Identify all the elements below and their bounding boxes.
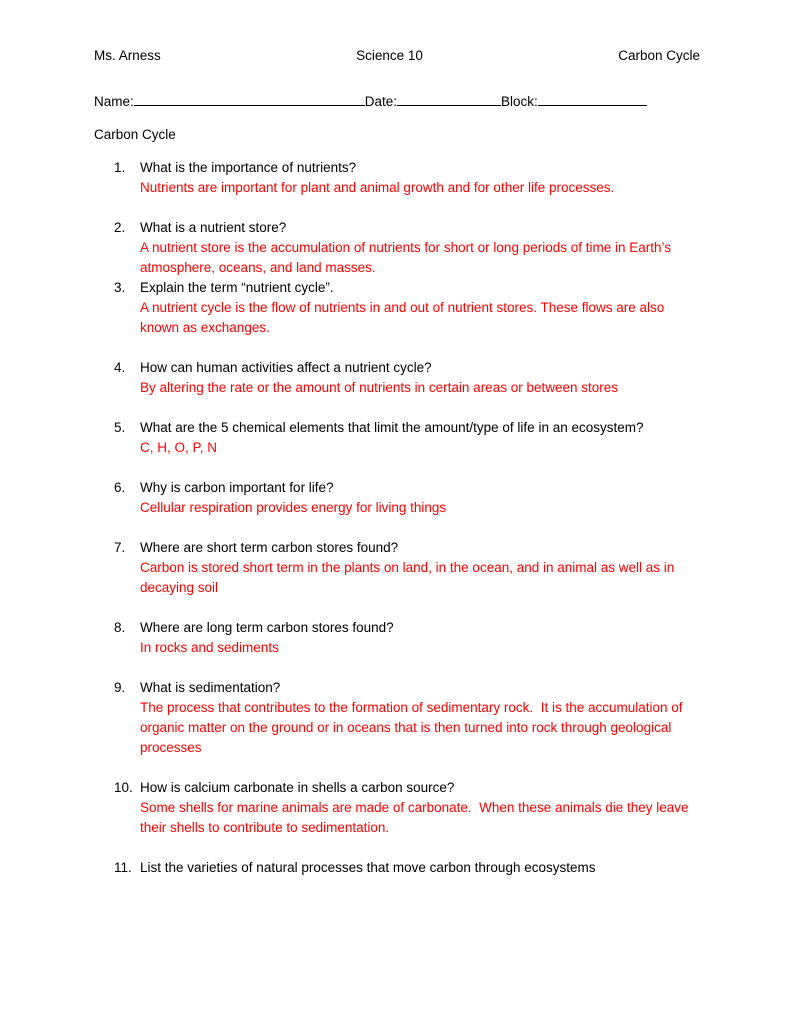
question-item [94,218,700,278]
question-item [94,478,700,518]
answer-text: Nutrients are important for plant and animal growth and for other life processes. [140,180,615,195]
answer-text: The process that contributes to the formation of sedimentary rock. It is the accumulation of organic matter on the ground or in oceans that is then turned into rock through geological processes [140,700,687,755]
student-info-line [94,92,700,112]
block-label: Block: [501,94,538,109]
block-blank-field[interactable] [538,92,647,106]
doc-header [94,46,700,66]
name-blank-field[interactable] [134,92,365,106]
name-label: Name: [94,94,134,109]
question-number: 5. [114,420,126,435]
question-text: What are the 5 chemical elements that limit the amount/type of life in an ecosystem? [140,420,644,435]
date-label: Date: [364,94,398,109]
question-list [94,158,700,878]
question-item [94,618,700,658]
question-number: 1. [114,160,126,175]
answer-text: C, H, O, P, N [140,440,218,455]
question-item [94,358,700,398]
date-blank-field[interactable] [397,92,501,106]
question-item [94,538,700,598]
question-text: Explain the term “nutrient cycle”. [140,280,334,295]
question-item [94,778,700,838]
question-text: List the varieties of natural processes that move carbon through ecosystems [140,860,596,875]
question-text: How can human activities affect a nutrient cycle? [140,360,432,375]
answer-text: Carbon is stored short term in the plants on land, in the ocean, and in animal as well as in decaying soil [140,560,679,595]
question-text: Why is carbon important for life? [140,480,334,495]
answer-text: Cellular respiration provides energy for living things [140,500,447,515]
question-text: What is sedimentation? [140,680,281,695]
question-number: 9. [114,680,126,695]
question-text: Where are long term carbon stores found? [140,620,394,635]
question-number: 2. [114,220,126,235]
question-item [94,278,700,338]
answer-text: A nutrient store is the accumulation of nutrients for short or long periods of time in Earth’s atmosphere, oceans, and land masses. [140,240,675,275]
answer-text: Some shells for marine animals are made of carbonate. When these animals die they leave their shells to contribute to sedimentation. [140,800,693,835]
question-number: 3. [114,280,126,295]
question-text: How is calcium carbonate in shells a carbon source? [140,780,455,795]
header-topic-name: Carbon Cycle [618,48,700,63]
header-course-name: Science 10 [356,48,423,63]
answer-text: By altering the rate or the amount of nutrients in certain areas or between stores [140,380,619,395]
answer-text: In rocks and sediments [140,640,279,655]
question-number: 8. [114,620,126,635]
question-item [94,678,700,758]
question-number: 10. [114,780,133,795]
question-number: 11. [114,860,132,875]
question-number: 6. [114,480,126,495]
worksheet-title: Carbon Cycle [94,127,176,142]
answer-text: A nutrient cycle is the flow of nutrients in and out of nutrient stores. These flows are also known as exchanges. [140,300,669,335]
question-text: What is a nutrient store? [140,220,287,235]
question-item [94,158,700,198]
question-text: Where are short term carbon stores found? [140,540,399,555]
question-item [94,418,700,458]
header-teacher-name: Ms. Arness [94,48,161,63]
question-number: 4. [114,360,126,375]
question-number: 7. [114,540,126,555]
question-item [94,858,700,878]
question-text: What is the importance of nutrients? [140,160,357,175]
